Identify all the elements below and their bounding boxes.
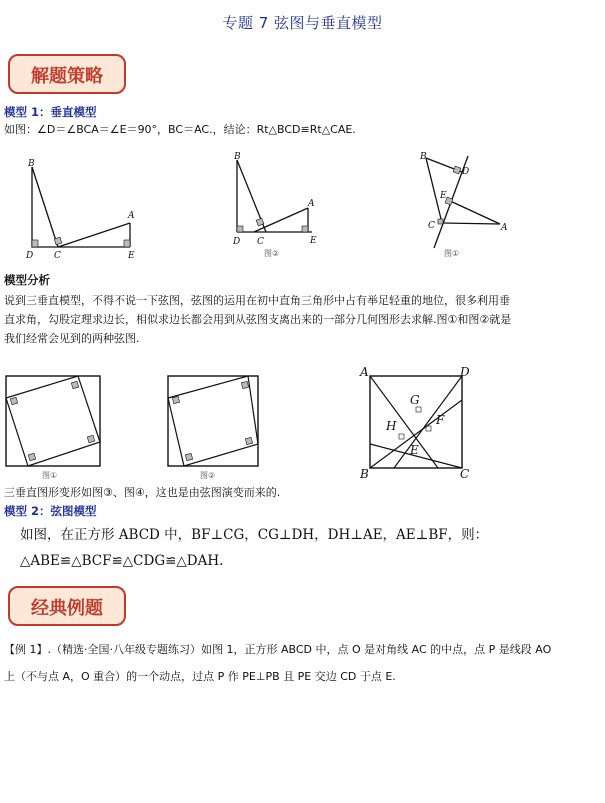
sq2-caption: 图②: [200, 471, 216, 480]
analysis-line-2: 直求角，勾股定理求边长，相似求边长都会用到从弦图支离出来的一部分几何图形去求解.图①和图②就是: [4, 313, 512, 326]
fig1-label-e: E: [128, 251, 135, 261]
model2-heading: 模型 2：弦图模型: [4, 504, 97, 518]
model2-line-2: △ABE≌△BCF≌△CDG≌△DAH.: [20, 553, 224, 569]
figure-vertical-model-3: [418, 150, 518, 262]
sq3-label-f: F: [436, 413, 445, 427]
figure-vertical-model-1: [18, 155, 148, 265]
fig1-label-b: B: [28, 159, 35, 169]
figure-vertical-model-2: [228, 148, 328, 263]
sq3-label-a: A: [360, 365, 369, 379]
fig2-caption: 图②: [264, 249, 280, 258]
fig3-label-e: E: [440, 191, 447, 201]
fig3-label-d: D: [462, 167, 470, 177]
model1-description: 如图：∠D＝∠BCA＝∠E＝90°，BC＝AC.，结论：Rt△BCD≌Rt△CAE.: [4, 123, 356, 136]
analysis-line-1: 说到三垂直模型，不得不说一下弦图，弦图的运用在初中直角三角形中占有举足轻重的地位，很多利用垂: [4, 294, 510, 307]
page-title: 专题 7 弦图与垂直模型: [222, 14, 383, 32]
model1-heading: 模型 1：垂直模型: [4, 105, 97, 119]
fig1-label-c: C: [54, 251, 61, 261]
sq3-label-d: D: [460, 365, 470, 379]
sq1-caption: 图①: [42, 471, 58, 480]
analysis-line-3: 我们经常会见到的两种弦图.: [4, 332, 140, 345]
examples-banner: 经典例题: [8, 586, 126, 626]
analysis-heading: 模型分析: [4, 273, 50, 287]
fig2-label-e: E: [310, 236, 317, 246]
example-line-1: 【例 1】.（精选·全国·八年级专题练习）如图 1，正方形 ABCD 中，点 O 是对角线 AC 的中点，点 P 是线段 AO: [4, 643, 552, 656]
fig1-label-a: A: [128, 211, 135, 221]
sq3-label-h: H: [386, 419, 397, 433]
string-diagram-1: [4, 372, 104, 484]
sq3-label-e: E: [410, 443, 419, 457]
fig3-label-a: A: [501, 223, 508, 233]
fig3-caption: 图①: [444, 249, 460, 258]
string-diagram-3: [356, 364, 476, 482]
string-diagram-2: [166, 372, 266, 484]
fig3-label-c: C: [428, 221, 435, 231]
fig1-label-d: D: [26, 251, 34, 261]
strategy-banner: 解题策略: [8, 54, 126, 94]
model2-line-1: 如图，在正方形 ABCD 中，BF⊥CG，CG⊥DH，DH⊥AE，AE⊥BF，则：: [20, 527, 489, 543]
fig2-label-b: B: [234, 152, 241, 162]
sq3-label-g: G: [410, 393, 420, 407]
sq3-label-c: C: [460, 467, 470, 481]
example-line-2: 上（不与点 A，O 重合）的一个动点，过点 P 作 PE⊥PB 且 PE 交边 CD 于点 E.: [4, 670, 396, 683]
fig3-label-b: B: [420, 152, 427, 162]
fig2-label-d: D: [233, 237, 241, 247]
transform-note: 三垂直图形变形如图③、图④，这也是由弦图演变而来的.: [4, 486, 281, 499]
fig2-label-c: C: [257, 237, 264, 247]
sq3-label-b: B: [360, 467, 369, 481]
fig2-label-a: A: [308, 199, 315, 209]
